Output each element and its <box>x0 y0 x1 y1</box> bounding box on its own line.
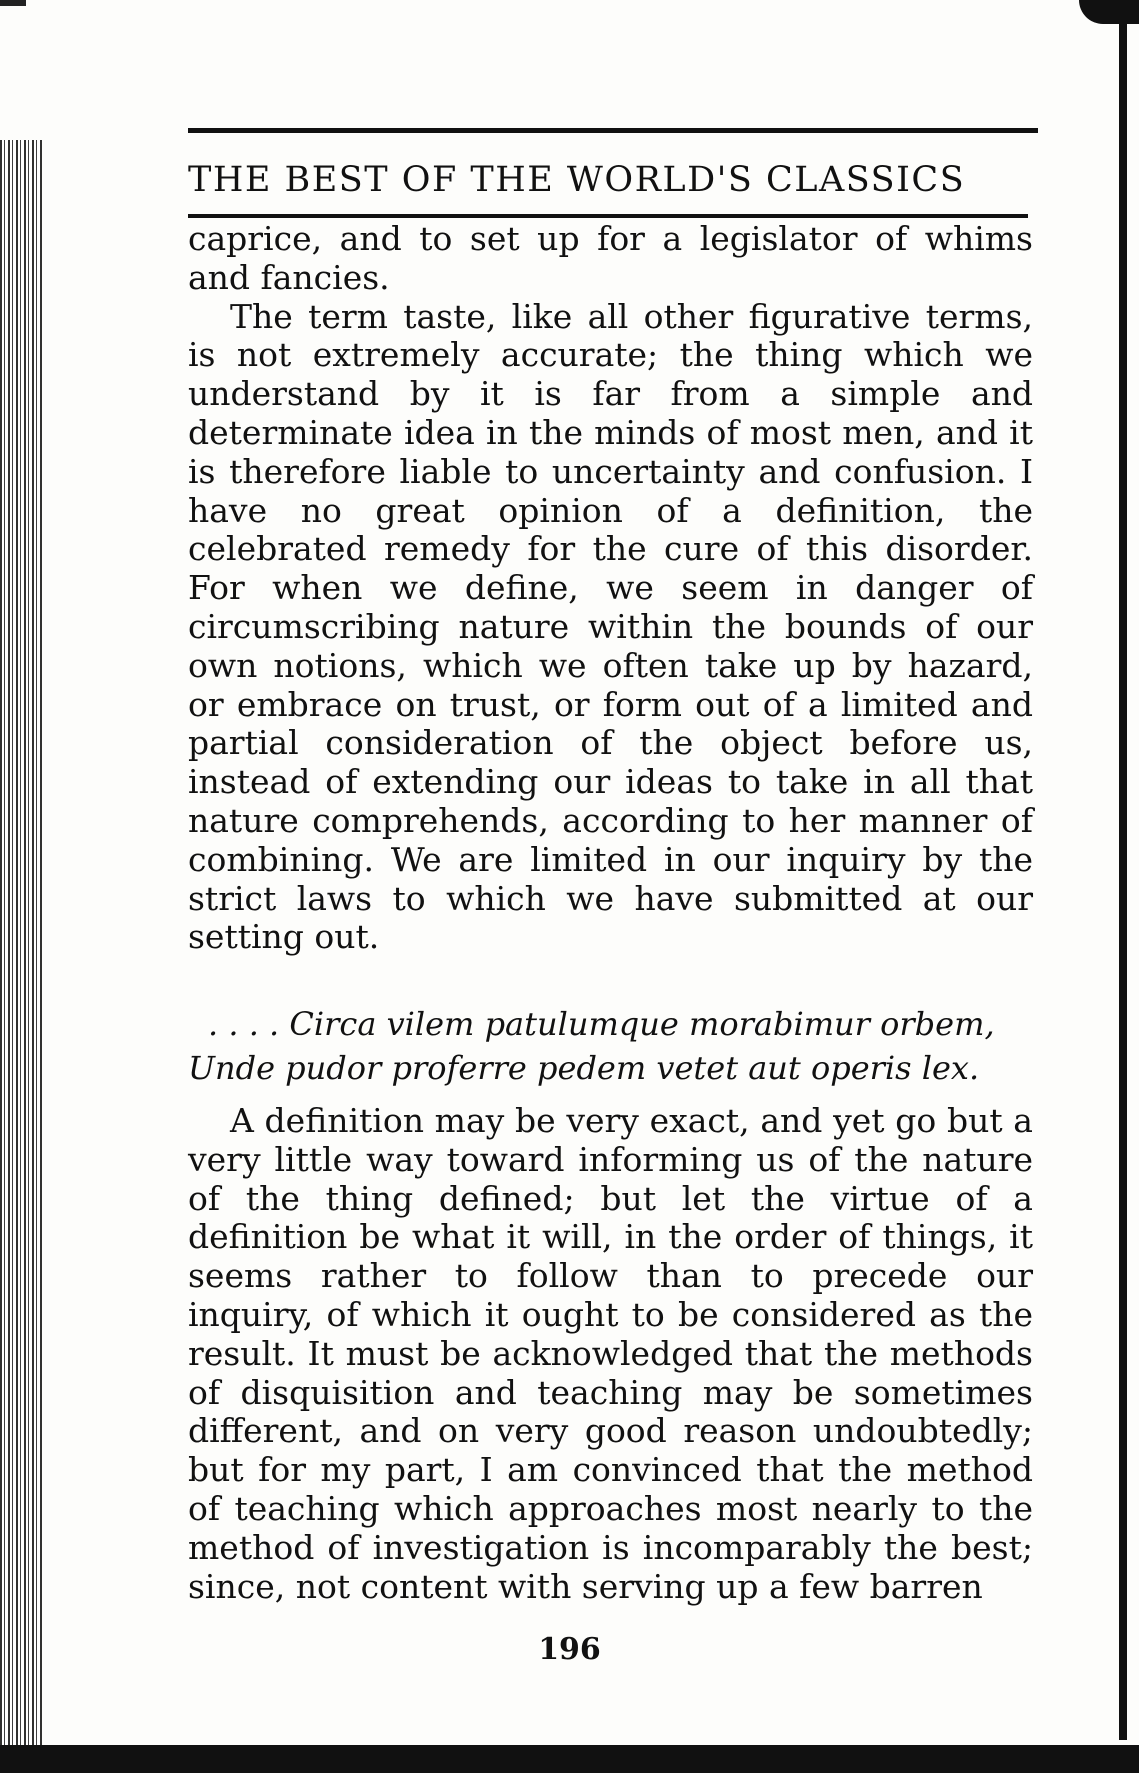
book-binding-edge <box>0 140 42 1773</box>
paragraph: caprice, and to set up for a legislator of whims and fancies. <box>188 219 1033 297</box>
verse-line-text: Circa vilem patulumque morabimur orbem, <box>289 1005 995 1043</box>
scan-edge-bottom <box>0 1745 1139 1773</box>
header-rule-bottom <box>188 214 1028 218</box>
verse-ellipsis: . . . . <box>208 1005 280 1043</box>
header-rule-top <box>188 128 1038 133</box>
body-text-top <box>188 220 1033 957</box>
verse-line <box>188 1002 1033 1046</box>
running-head: THE BEST OF THE WORLD'S CLASSICS <box>188 160 966 200</box>
body-text-bottom <box>188 1102 1033 1606</box>
verse-line: Unde pudor proferre pedem vetet aut operis lex. <box>188 1049 980 1087</box>
latin-verse <box>188 1002 1033 1090</box>
page-edge-right <box>1119 20 1127 1740</box>
scan-edge-top-left <box>0 0 26 6</box>
scan-edge-top-right <box>1079 0 1139 24</box>
paragraph: A definition may be very exact, and yet go but a very little way toward informing us of the nature of the thing defined; but let the virtue of a definition be what it will, in the order of things, it seems rather to follow than to precede our inquiry, of which it ought to be considered as the result. It must be acknowledged that the methods of disquisition and teaching may be sometimes different, and on very good reason undoubtedly; but for my part, I am convinced that the method of teaching which approaches most nearly to the method of investigation is incomparably the best; since, not content with serving up a few barren <box>188 1101 1033 1606</box>
paragraph: The term taste, like all other figurative terms, is not extremely accurate; the thing which we understand by it is far from a simple and determinate idea in the minds of most men, and it is therefore liable to uncertainty and confusion. I have no great opinion of a definition, the celebrated remedy for the cure of this disorder. For when we define, we seem in danger of circumscribing nature within the bounds of our own notions, which we often take up by hazard, or embrace on trust, or form out of a limited and partial consideration of the object before us, instead of extending our ideas to take in all that nature comprehends, according to her manner of combining. We are limited in our inquiry by the strict laws to which we have submitted at our setting out. <box>188 296 1033 957</box>
page-number: 196 <box>538 1632 601 1667</box>
